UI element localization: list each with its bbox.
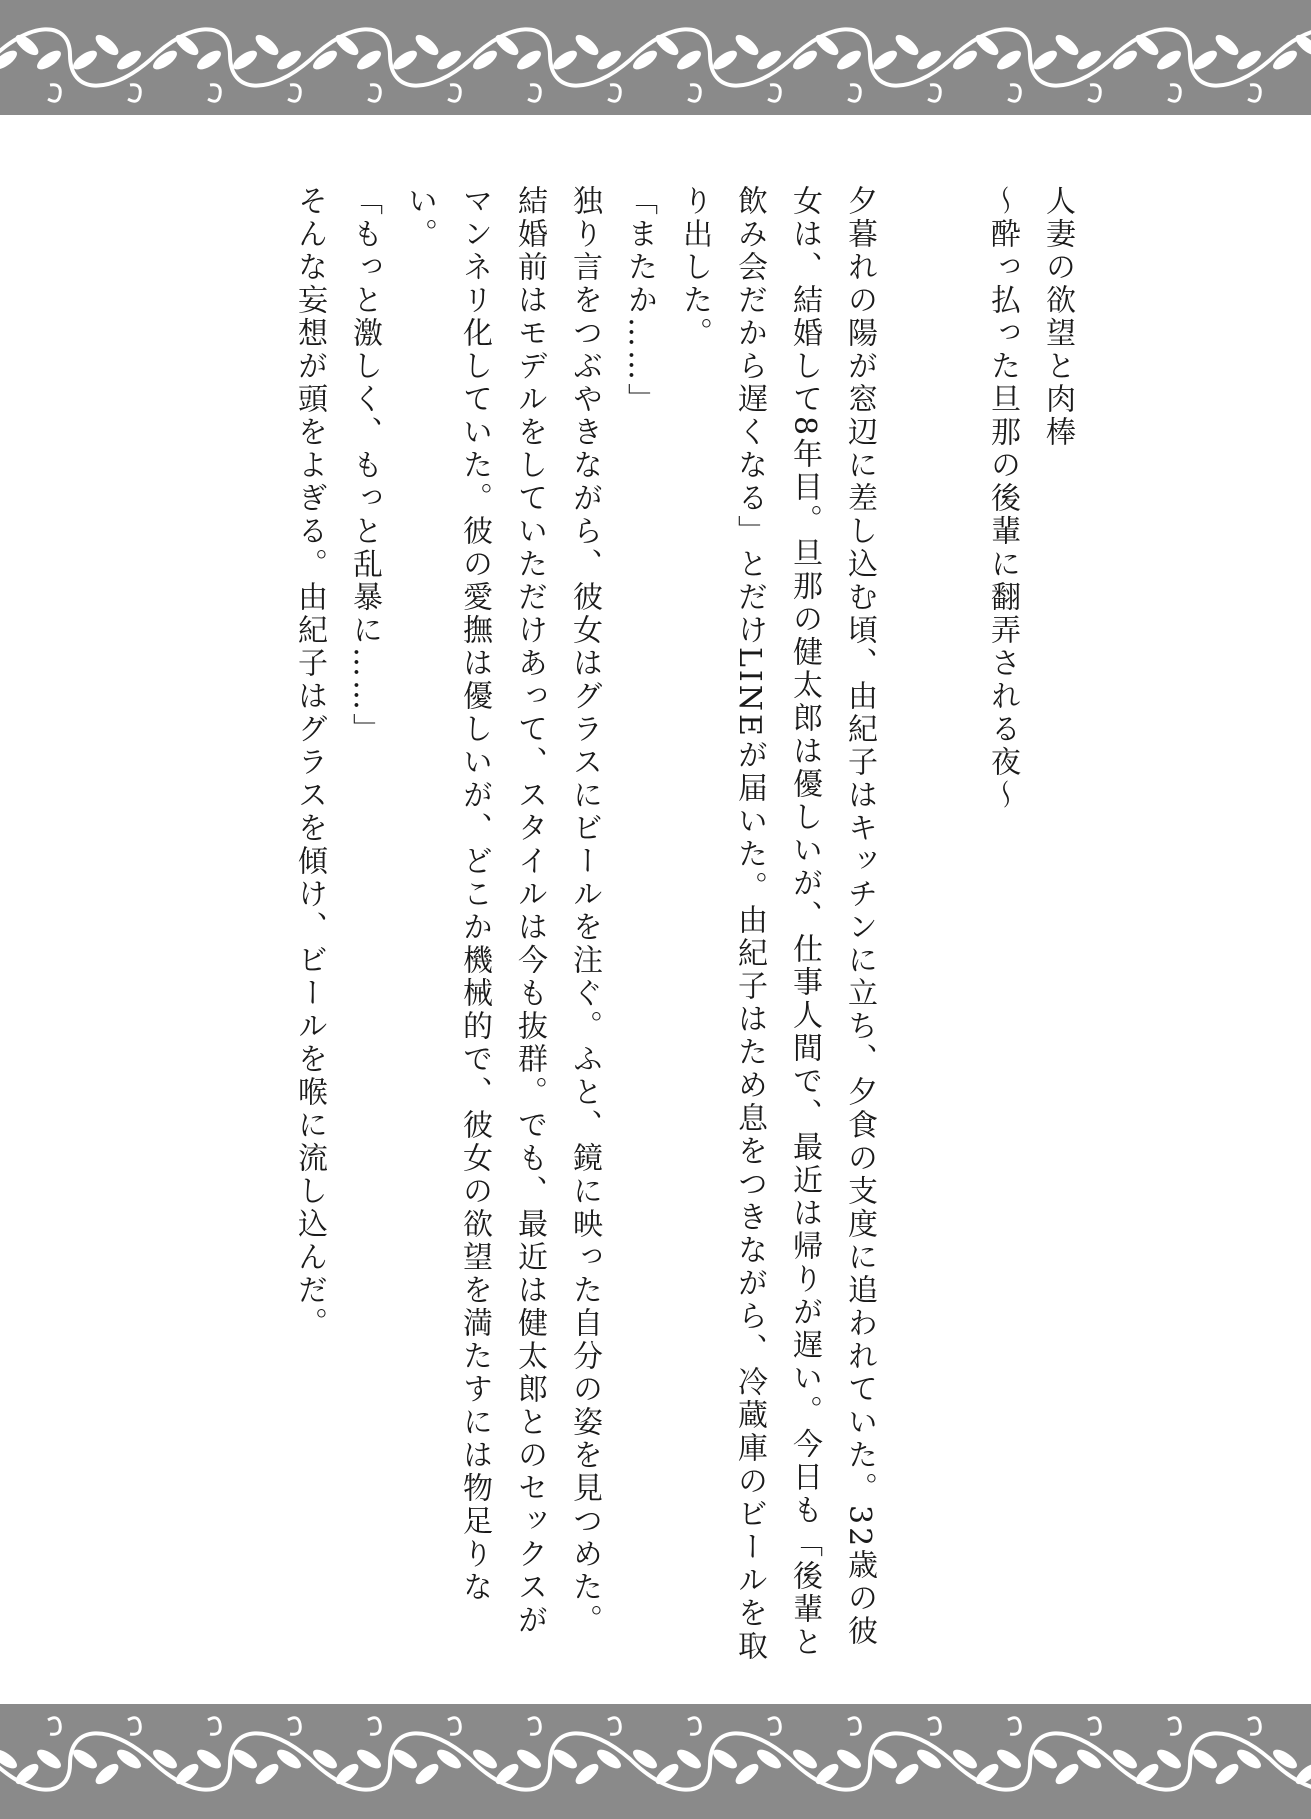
vine-leaf: [70, 47, 100, 73]
vine-leaf: [790, 1746, 820, 1772]
vine-leaf: [834, 47, 864, 73]
vine-curl: [368, 1718, 380, 1735]
vine-leaf: [354, 47, 384, 73]
vine-leaf: [470, 47, 500, 73]
vine-leaf: [1190, 1746, 1220, 1772]
vine-curl: [288, 85, 300, 102]
vine-leaf: [870, 1746, 900, 1772]
vine-leaf: [70, 1746, 100, 1772]
vine-curl: [848, 1718, 860, 1735]
vine-curl: [48, 85, 60, 102]
vine-curl: [128, 1718, 140, 1735]
vine-leaf: [630, 47, 660, 73]
vine-curl: [688, 85, 700, 102]
vine-curl: [928, 1718, 940, 1735]
vine-curl: [1168, 85, 1180, 102]
vine-leaf: [0, 47, 20, 73]
paragraph-1: 夕暮れの陽が窓辺に差し込む頃、由紀子はキッチンに立ち、夕食の支度に追われていた。32歳の彼女は、結婚して8年目。旦那の健太郎は優しいが、仕事人間で、最近は帰りが遅い。今日も「後輩と飲み会だから遅くなる」とだけLINEが届いた。由紀子はため息をつきながら、冷蔵庫のビールを取り出した。: [677, 185, 877, 1663]
vine-leaf: [34, 47, 64, 73]
vine-leaf: [950, 1746, 980, 1772]
vine-curl: [528, 85, 540, 102]
vine-curl: [1248, 1718, 1260, 1735]
vine-curl: [1008, 85, 1020, 102]
vine-curl: [208, 85, 220, 102]
vine-leaf: [194, 1746, 224, 1772]
vine-curl: [448, 1718, 460, 1735]
vine-curl: [48, 1718, 60, 1735]
vine-leaf: [194, 47, 224, 73]
title-block: [975, 185, 1085, 1665]
vine-leaf: [150, 1746, 180, 1772]
vine-leaf: [550, 47, 580, 73]
vine-leaf: [390, 47, 420, 73]
vine-leaf: [994, 1746, 1024, 1772]
vine-leaf: [150, 47, 180, 73]
vine-leaf: [514, 1746, 544, 1772]
vine-leaf: [674, 47, 704, 73]
vine-curl: [848, 85, 860, 102]
vine-leaf: [994, 47, 1024, 73]
vine-leaf: [950, 47, 980, 73]
vine-leaf: [1154, 47, 1184, 73]
vine-leaf: [1190, 47, 1220, 73]
vine-leaf: [550, 1746, 580, 1772]
vine-leaf: [790, 47, 820, 73]
paragraph-3: 独り言をつぶやきながら、彼女はグラスにビールを注ぐ。ふと、鏡に映った自分の姿を見つめた。結婚前はモデルをしていただけあって、スタイルは今も抜群。でも、最近は健太郎とのセックスがマンネリ化していた。彼の愛撫は優しいが、どこか機械的で、彼女の欲望を満たすには物足りない。: [402, 185, 602, 1637]
top-vine-border: [0, 0, 1311, 115]
story-subtitle: 〜酔っ払った旦那の後輩に翻弄される夜〜: [985, 185, 1020, 812]
vine-leaf: [514, 47, 544, 73]
bottom-vine-border: [0, 1704, 1311, 1819]
vine-curl: [688, 1718, 700, 1735]
vine-leaf: [1030, 47, 1060, 73]
vine-leaf: [230, 1746, 260, 1772]
paragraph-5: そんな妄想が頭をよぎる。由紀子はグラスを傾け、ビールを喉に流し込んだ。: [292, 185, 327, 1340]
vine-curl: [768, 1718, 780, 1735]
vine-leaf: [674, 1746, 704, 1772]
vine-leaf: [870, 47, 900, 73]
vine-curl: [608, 85, 620, 102]
vine-curl: [1248, 85, 1260, 102]
vine-leaf: [1030, 1746, 1060, 1772]
vine-ornament-bottom: [0, 1704, 1311, 1819]
vine-curl: [368, 85, 380, 102]
vine-curl: [528, 1718, 540, 1735]
vine-curl: [128, 85, 140, 102]
vine-leaf: [1110, 47, 1140, 73]
vine-leaf: [1270, 1746, 1300, 1772]
vine-leaf: [1154, 1746, 1184, 1772]
vine-curl: [288, 1718, 300, 1735]
vine-leaf: [470, 1746, 500, 1772]
vine-leaf: [310, 1746, 340, 1772]
vine-leaf: [630, 1746, 660, 1772]
story-title: 人妻の欲望と肉棒: [1040, 185, 1075, 449]
vine-curl: [928, 85, 940, 102]
vine-curl: [1088, 1718, 1100, 1735]
vine-leaf: [1110, 1746, 1140, 1772]
vine-leaf: [0, 1746, 20, 1772]
vine-leaf: [230, 47, 260, 73]
vine-leaf: [1270, 47, 1300, 73]
vine-ornament-top: [0, 0, 1311, 115]
paragraph-2: 「またか……」: [622, 185, 657, 416]
vine-curl: [1088, 85, 1100, 102]
vine-curl: [208, 1718, 220, 1735]
paragraph-4: 「もっと激しく、もっと乱暴に……」: [347, 185, 382, 746]
vine-curl: [768, 85, 780, 102]
vine-leaf: [710, 1746, 740, 1772]
vine-leaf: [710, 47, 740, 73]
story-text: [255, 185, 1085, 1665]
vine-curl: [608, 1718, 620, 1735]
vine-curl: [1168, 1718, 1180, 1735]
vine-leaf: [310, 47, 340, 73]
vine-leaf: [390, 1746, 420, 1772]
vine-curl: [1008, 1718, 1020, 1735]
vine-leaf: [34, 1746, 64, 1772]
vine-curl: [448, 85, 460, 102]
vine-leaf: [354, 1746, 384, 1772]
vine-leaf: [834, 1746, 864, 1772]
